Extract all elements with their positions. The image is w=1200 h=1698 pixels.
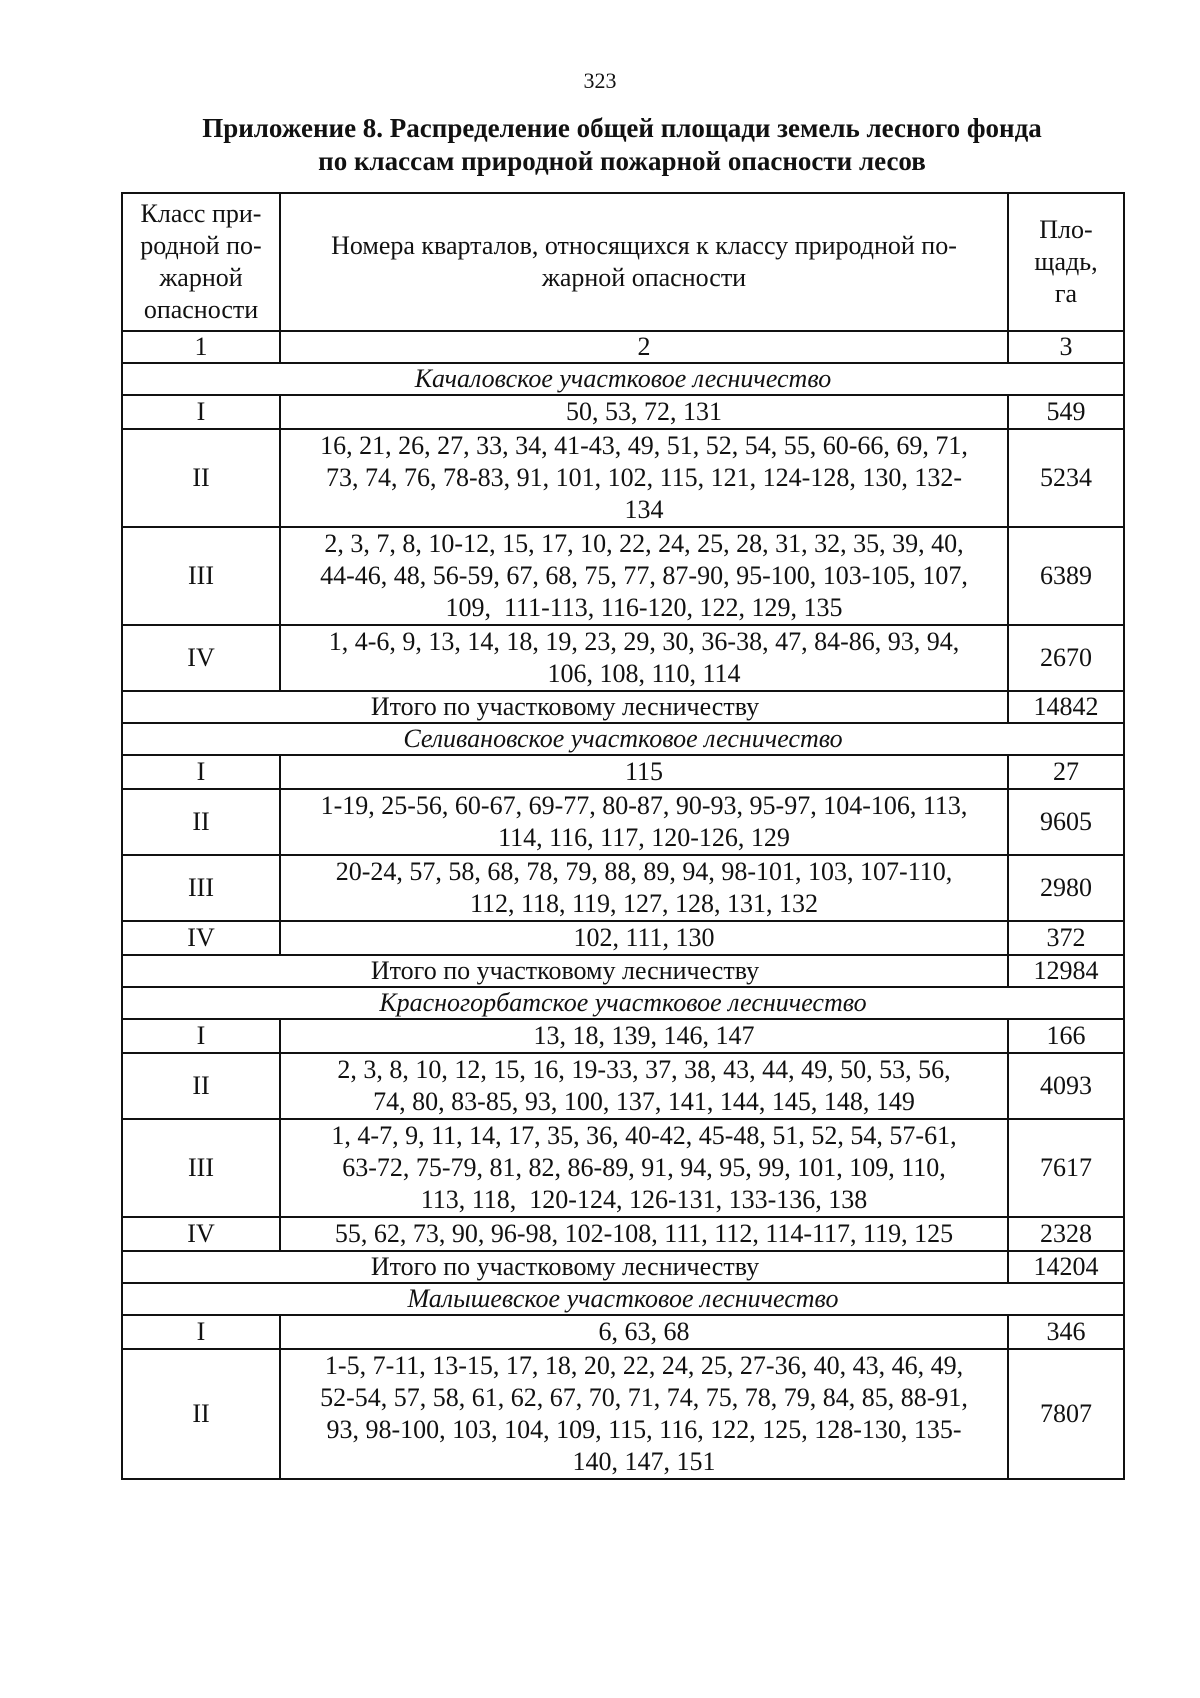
- section-total-value: 14842: [1008, 691, 1124, 723]
- quarter-numbers-cell: [280, 625, 1008, 691]
- hazard-class-cell: I: [122, 755, 280, 789]
- page-title: [122, 112, 1122, 178]
- area-cell: 2328: [1008, 1217, 1124, 1251]
- area-cell: 549: [1008, 395, 1124, 429]
- quarter-numbers-cell: [280, 395, 1008, 429]
- quarter-numbers-cell: [280, 1349, 1008, 1479]
- section-total-row: [122, 1251, 1124, 1283]
- area-cell: 7807: [1008, 1349, 1124, 1479]
- quarter-numbers-line: 2, 3, 7, 8, 10-12, 15, 17, 10, 22, 24, 25, 28, 31, 32, 35, 39, 40,: [324, 529, 964, 558]
- forest-fund-table: [121, 192, 1125, 1480]
- table-body: [122, 363, 1124, 1479]
- area-cell: 5234: [1008, 429, 1124, 527]
- table-row: [122, 755, 1124, 789]
- table-row: [122, 1019, 1124, 1053]
- area-cell: 27: [1008, 755, 1124, 789]
- section-total-label: Итого по участковому лесничеству: [122, 1251, 1008, 1283]
- quarter-numbers-line: 73, 74, 76, 78-83, 91, 101, 102, 115, 121, 124-128, 130, 132-: [325, 463, 962, 492]
- section-total-value: 14204: [1008, 1251, 1124, 1283]
- hazard-class-cell: IV: [122, 921, 280, 955]
- header-area-line: Пло-: [1039, 215, 1093, 244]
- section-total-label: Итого по участковому лесничеству: [122, 955, 1008, 987]
- hazard-class-cell: III: [122, 527, 280, 625]
- header-class-line: жарной: [159, 263, 243, 292]
- quarter-numbers-line: 16, 21, 26, 27, 33, 34, 41-43, 49, 51, 52, 54, 55, 60-66, 69, 71,: [320, 431, 968, 460]
- header-quarters-line: жарной опасности: [541, 263, 747, 292]
- quarter-numbers-line: 106, 108, 110, 114: [547, 659, 741, 688]
- area-cell: 2980: [1008, 855, 1124, 921]
- section-name: Качаловское участковое лесничество: [122, 363, 1124, 395]
- section-total-row: [122, 955, 1124, 987]
- table-row: [122, 1053, 1124, 1119]
- title-line-1: Приложение 8. Распределение общей площади земель лесного фонда: [202, 113, 1042, 143]
- section-header-row: [122, 363, 1124, 395]
- header-class-line: Класс при-: [140, 199, 262, 228]
- table-row: [122, 625, 1124, 691]
- section-total-value: 12984: [1008, 955, 1124, 987]
- section-header-row: [122, 987, 1124, 1019]
- quarter-numbers-cell: [280, 1315, 1008, 1349]
- quarter-numbers-line: 1, 4-6, 9, 13, 14, 18, 19, 23, 29, 30, 36-38, 47, 84-86, 93, 94,: [328, 627, 960, 656]
- column-number: 2: [280, 331, 1008, 363]
- quarter-numbers-line: 134: [624, 495, 664, 524]
- table-row: [122, 1119, 1124, 1217]
- quarter-numbers-line: 1, 4-7, 9, 11, 14, 17, 35, 36, 40-42, 45-48, 51, 52, 54, 57-61,: [331, 1121, 957, 1150]
- quarter-numbers-line: 114, 116, 117, 120-126, 129: [498, 823, 790, 852]
- section-total-row: [122, 691, 1124, 723]
- quarter-numbers-cell: [280, 429, 1008, 527]
- header-area: [1008, 193, 1124, 331]
- area-cell: 372: [1008, 921, 1124, 955]
- quarter-numbers-line: 102, 111, 130: [573, 923, 715, 952]
- quarter-numbers-cell: [280, 1217, 1008, 1251]
- quarter-numbers-line: 115: [624, 757, 664, 786]
- table-row: [122, 395, 1124, 429]
- table-row: [122, 527, 1124, 625]
- quarter-numbers-line: 55, 62, 73, 90, 96-98, 102-108, 111, 112, 114-117, 119, 125: [334, 1219, 954, 1248]
- hazard-class-cell: II: [122, 789, 280, 855]
- quarter-numbers-line: 74, 80, 83-85, 93, 100, 137, 141, 144, 145, 148, 149: [373, 1087, 915, 1116]
- quarter-numbers-line: 44-46, 48, 56-59, 67, 68, 75, 77, 87-90, 95-100, 103-105, 107,: [320, 561, 968, 590]
- quarter-numbers-cell: [280, 921, 1008, 955]
- quarter-numbers-line: 1-19, 25-56, 60-67, 69-77, 80-87, 90-93, 95-97, 104-106, 113,: [320, 791, 968, 820]
- hazard-class-cell: I: [122, 1019, 280, 1053]
- quarter-numbers-line: 52-54, 57, 58, 61, 62, 67, 70, 71, 74, 75, 78, 79, 84, 85, 88-91,: [320, 1383, 968, 1412]
- quarter-numbers-line: 1-5, 7-11, 13-15, 17, 18, 20, 22, 24, 25, 27-36, 40, 43, 46, 49,: [324, 1351, 964, 1380]
- column-number-row: [122, 331, 1124, 363]
- quarter-numbers-line: 20-24, 57, 58, 68, 78, 79, 88, 89, 94, 98-101, 103, 107-110,: [335, 857, 953, 886]
- quarter-numbers-line: 6, 63, 68: [598, 1317, 690, 1346]
- header-area-line: щадь,: [1034, 247, 1098, 276]
- table-row: [122, 1217, 1124, 1251]
- quarter-numbers-cell: [280, 1119, 1008, 1217]
- title-line-2: по классам природной пожарной опасности лесов: [318, 146, 926, 176]
- quarter-numbers-line: 2, 3, 8, 10, 12, 15, 16, 19-33, 37, 38, 43, 44, 49, 50, 53, 56,: [337, 1055, 951, 1084]
- quarter-numbers-cell: [280, 789, 1008, 855]
- section-name: Селивановское участковое лесничество: [122, 723, 1124, 755]
- area-cell: 4093: [1008, 1053, 1124, 1119]
- hazard-class-cell: II: [122, 1349, 280, 1479]
- section-name: Малышевское участковое лесничество: [122, 1283, 1124, 1315]
- header-quarters-line: Номера кварталов, относящихся к классу природной по-: [331, 231, 957, 260]
- area-cell: 346: [1008, 1315, 1124, 1349]
- table-row: [122, 789, 1124, 855]
- hazard-class-cell: I: [122, 395, 280, 429]
- section-header-row: [122, 1283, 1124, 1315]
- quarter-numbers-line: 112, 118, 119, 127, 128, 131, 132: [469, 889, 819, 918]
- area-cell: 6389: [1008, 527, 1124, 625]
- quarter-numbers-cell: [280, 855, 1008, 921]
- quarter-numbers-line: 13, 18, 139, 146, 147: [533, 1021, 755, 1050]
- page-number: 323: [583, 68, 617, 93]
- area-cell: 166: [1008, 1019, 1124, 1053]
- quarter-numbers-line: 140, 147, 151: [572, 1447, 716, 1476]
- quarter-numbers-line: 109, 111-113, 116-120, 122, 129, 135: [445, 593, 843, 622]
- quarter-numbers-line: 93, 98-100, 103, 104, 109, 115, 116, 122, 125, 128-130, 135-: [326, 1415, 962, 1444]
- table-row: [122, 921, 1124, 955]
- quarter-numbers-cell: [280, 1053, 1008, 1119]
- header-class-line: опасности: [143, 295, 259, 324]
- hazard-class-cell: IV: [122, 1217, 280, 1251]
- quarter-numbers-line: 63-72, 75-79, 81, 82, 86-89, 91, 94, 95, 99, 101, 109, 110,: [342, 1153, 946, 1182]
- section-total-label: Итого по участковому лесничеству: [122, 691, 1008, 723]
- header-area-line: га: [1054, 279, 1078, 308]
- quarter-numbers-line: 113, 118, 120-124, 126-131, 133-136, 138: [420, 1185, 868, 1214]
- table-row: [122, 1315, 1124, 1349]
- column-number: 1: [122, 331, 280, 363]
- section-header-row: [122, 723, 1124, 755]
- quarter-numbers-cell: [280, 527, 1008, 625]
- hazard-class-cell: III: [122, 1119, 280, 1217]
- hazard-class-cell: II: [122, 1053, 280, 1119]
- hazard-class-cell: IV: [122, 625, 280, 691]
- hazard-class-cell: I: [122, 1315, 280, 1349]
- hazard-class-cell: III: [122, 855, 280, 921]
- area-cell: 2670: [1008, 625, 1124, 691]
- table-row: [122, 1349, 1124, 1479]
- header-class-line: родной по-: [140, 231, 262, 260]
- header-row: [122, 193, 1124, 331]
- section-name: Красногорбатское участковое лесничество: [122, 987, 1124, 1019]
- header-class: [122, 193, 280, 331]
- table-row: [122, 429, 1124, 527]
- hazard-class-cell: II: [122, 429, 280, 527]
- quarter-numbers-line: 50, 53, 72, 131: [566, 397, 722, 426]
- column-number: 3: [1008, 331, 1124, 363]
- area-cell: 7617: [1008, 1119, 1124, 1217]
- header-quarters: [280, 193, 1008, 331]
- quarter-numbers-cell: [280, 755, 1008, 789]
- area-cell: 9605: [1008, 789, 1124, 855]
- table-row: [122, 855, 1124, 921]
- quarter-numbers-cell: [280, 1019, 1008, 1053]
